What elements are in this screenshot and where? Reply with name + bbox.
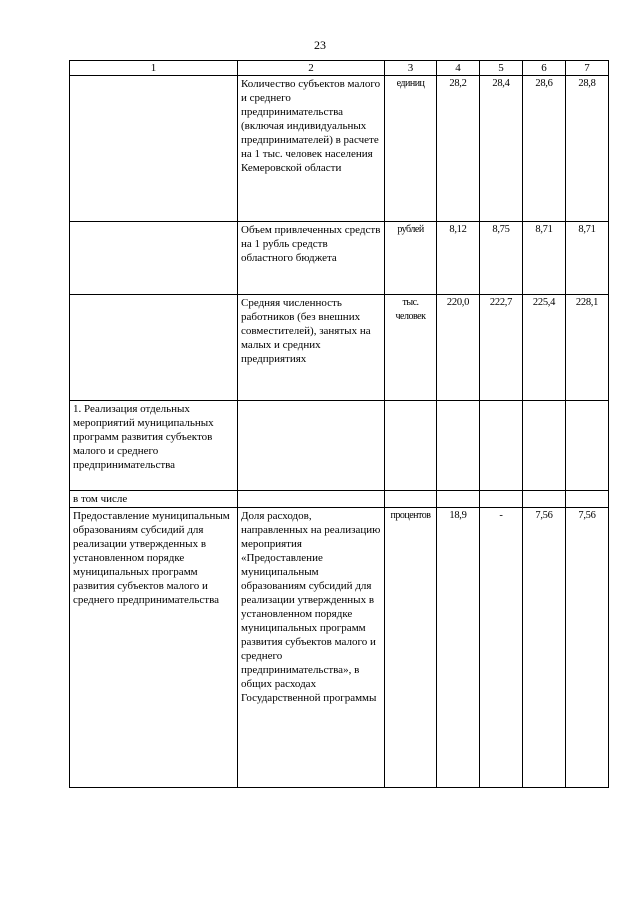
column-header: 7 xyxy=(566,61,609,76)
value-cell: 28,2 xyxy=(437,76,480,222)
value-cell xyxy=(480,491,523,508)
value-cell: 28,8 xyxy=(566,76,609,222)
indicator-cell xyxy=(238,401,385,491)
value-cell xyxy=(437,491,480,508)
row-title-cell: 1. Реализация отдельных мероприятий муниципальных программ развития субъектов малого и среднего предпринимательства xyxy=(70,401,238,491)
value-cell: 8,71 xyxy=(523,222,566,295)
row-title-cell xyxy=(70,222,238,295)
unit-cell: процентов xyxy=(385,508,437,788)
column-header: 6 xyxy=(523,61,566,76)
table-row xyxy=(70,508,609,788)
value-cell: 220,0 xyxy=(437,295,480,401)
table-row xyxy=(70,295,609,401)
unit-cell: единиц xyxy=(385,76,437,222)
value-cell: 28,6 xyxy=(523,76,566,222)
table-row xyxy=(70,76,609,222)
value-cell: 7,56 xyxy=(523,508,566,788)
indicator-cell: Средняя численность работников (без внешних совместителей), занятых на малых и средних предприятиях xyxy=(238,295,385,401)
table-header-row xyxy=(70,61,609,76)
value-cell: 228,1 xyxy=(566,295,609,401)
unit-cell: рублей xyxy=(385,222,437,295)
value-cell: 7,56 xyxy=(566,508,609,788)
column-header: 4 xyxy=(437,61,480,76)
value-cell: 28,4 xyxy=(480,76,523,222)
indicator-cell: Количество субъектов малого и среднего предпринимательства (включая индивидуальных предпринимателей) в расчете на 1 тыс. человек населения Кемеровской области xyxy=(238,76,385,222)
value-cell: 8,12 xyxy=(437,222,480,295)
page-number: 23 xyxy=(314,38,326,52)
unit-cell: тыс. человек xyxy=(385,295,437,401)
indicator-cell xyxy=(238,491,385,508)
indicator-cell: Доля расходов, направленных на реализацию мероприятия «Предоставление муниципальным образованиям субсидий для реализации утвержденных в установленном порядке муниципальных программ развития субъектов малого и среднего предпринимательства», в общих расходах Государственной программы xyxy=(238,508,385,788)
unit-cell xyxy=(385,491,437,508)
value-cell: 18,9 xyxy=(437,508,480,788)
row-title-cell: в том числе xyxy=(70,491,238,508)
value-cell xyxy=(566,491,609,508)
table-row xyxy=(70,491,609,508)
value-cell: 8,75 xyxy=(480,222,523,295)
table-row xyxy=(70,401,609,491)
unit-cell xyxy=(385,401,437,491)
value-cell xyxy=(523,401,566,491)
row-title-cell: Предоставление муниципальным образованиям субсидий для реализации утвержденных в установленном порядке муниципальных программ развития субъектов малого и среднего предпринимательства xyxy=(70,508,238,788)
value-cell xyxy=(523,491,566,508)
row-title-cell xyxy=(70,295,238,401)
value-cell xyxy=(480,401,523,491)
column-header: 2 xyxy=(238,61,385,76)
column-header: 3 xyxy=(385,61,437,76)
column-header: 5 xyxy=(480,61,523,76)
row-title-cell xyxy=(70,76,238,222)
value-cell: 8,71 xyxy=(566,222,609,295)
value-cell xyxy=(437,401,480,491)
table-row xyxy=(70,222,609,295)
value-cell: 222,7 xyxy=(480,295,523,401)
column-header: 1 xyxy=(70,61,238,76)
value-cell: - xyxy=(480,508,523,788)
value-cell: 225,4 xyxy=(523,295,566,401)
value-cell xyxy=(566,401,609,491)
indicator-cell: Объем привлеченных средств на 1 рубль средств областного бюджета xyxy=(238,222,385,295)
indicators-table xyxy=(69,60,609,788)
